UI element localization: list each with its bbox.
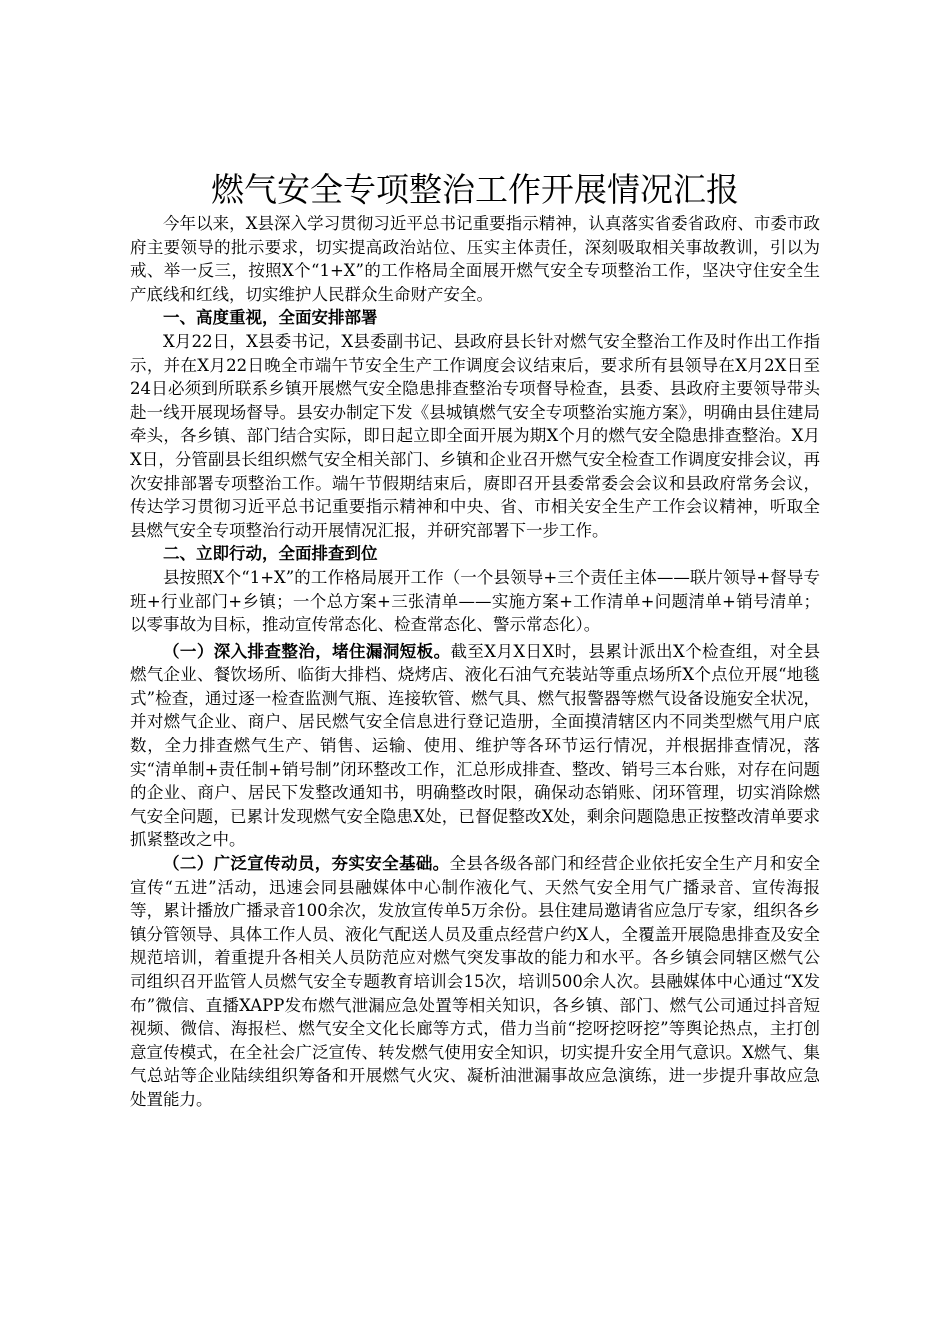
section-1-paragraph: X月22日，X县委书记，X县委副书记、县政府县长针对燃气安全整治工作及时作出工作指示，并在X月22日晚全市端午节安全生产工作调度会议结束后，要求所有县领导在X月2X日至24日必须到所联系乡镇开展燃气安全隐患排查整治专项督导检查，县委、县政府主要领导带头赴一线开展现场督导。县安办制定下发《县城镇燃气安全专项整治实施方案》，明确由县住建局牵头，各乡镇、部门结合实际，即日起立即全面开展为期X个月的燃气安全隐患排查整治。X月X日，分管副县长组织燃气安全相关部门、乡镇和企业召开燃气安全检查工作调度安排会议，再次安排部署专项整治工作。端午节假期结束后，赓即召开县委常委会会议和县政府常务会议，传达学习贯彻习近平总书记重要指示精神和中央、省、市相关安全生产工作会议精神，听取全县燃气安全专项整治行动开展情况汇报，并研究部署下一步工作。 bbox=[130, 331, 820, 540]
section-2-paragraph: 县按照X个“1+X”的工作格局展开工作（一个县领导+三个责任主体——联片领导+督导专班+行业部门+乡镇；一个总方案+三张清单——实施方案+工作清单+问题清单+销号清单；以零事故为目标，推动宣传常态化、检查常态化、警示常态化）。 bbox=[130, 567, 820, 635]
section-2-heading: 二、立即行动，全面排查到位 bbox=[163, 544, 378, 564]
subsection-1-body: 截至X月X日X时，县累计派出X个检查组，对全县燃气企业、餐饮场所、临街大排档、烧烤店、液化石油气充装站等重点场所X个点位开展“地毯式”检查，通过逐一检查监测气瓶、连接软管、燃气具、燃气报警器等燃气设备设施安全状况，并对燃气企业、商户、居民燃气安全信息进行登记造册，全面摸清辖区内不同类型燃气用户底数，全力排查燃气生产、销售、运输、使用、维护等各环节运行情况，并根据排查情况，落实“清单制+责任制+销号制”闭环整改工作，汇总形成排查、整改、销号三本台账，对存在问题的企业、商户、居民下发整改通知书，明确整改时限，确保动态销账、闭环管理，切实消除燃气安全问题，已累计发现燃气安全隐患X处，已督促整改X处，剩余问题隐患正按整改清单要求抓紧整改之中。 bbox=[130, 641, 820, 850]
subsection-1-heading: （一）深入排查整治，堵住漏洞短板。 bbox=[163, 641, 451, 661]
subsection-2-heading: （二）广泛宣传动员，夯实安全基础。 bbox=[163, 854, 450, 874]
subsection-1-paragraph bbox=[130, 640, 820, 852]
document-page bbox=[130, 168, 820, 1112]
section-1-heading: 一、高度重视，全面安排部署 bbox=[163, 308, 378, 328]
subsection-2-paragraph bbox=[130, 852, 820, 1112]
intro-paragraph: 今年以来，X县深入学习贯彻习近平总书记重要指示精神，认真落实省委省政府、市委市政府主要领导的批示要求，切实提高政治站位、压实主体责任，深刻吸取相关事故教训，引以为戒、举一反三，按照X个“1+X”的工作格局全面展开燃气安全专项整治工作，坚决守住安全生产底线和红线，切实维护人民群众生命财产安全。 bbox=[130, 214, 820, 304]
subsection-2-body: 全县各级各部门和经营企业依托安全生产月和安全宣传“五进”活动，迅速会同县融媒体中心制作液化气、天然气安全用气广播录音、宣传海报等，累计播放广播录音100余次，发放宣传单5万余份。县住建局邀请省应急厅专家，组织各乡镇分管领导、具体工作人员、液化气配送人员及重点经营户约X人，全覆盖开展隐患排查及安全规范培训，着重提升各相关人员防范应对燃气突发事故的能力和水平。各乡镇会同辖区燃气公司组织召开监管人员燃气安全专题教育培训会15次，培训500余人次。县融媒体中心通过“X发布”微信、直播XAPP发布燃气泄漏应急处置等相关知识，各乡镇、部门、燃气公司通过抖音短视频、微信、海报栏、燃气安全文化长廊等方式，借力当前“挖呀挖呀挖”等舆论热点，主打创意宣传模式，在全社会广泛宣传、转发燃气使用安全知识，切实提升安全用气意识。X燃气、集气总站等企业陆续组织筹备和开展燃气火灾、凝析油泄漏事故应急演练，进一步提升事故应急处置能力。 bbox=[130, 854, 821, 1109]
document-title: 燃气安全专项整治工作开展情况汇报 bbox=[211, 170, 739, 209]
